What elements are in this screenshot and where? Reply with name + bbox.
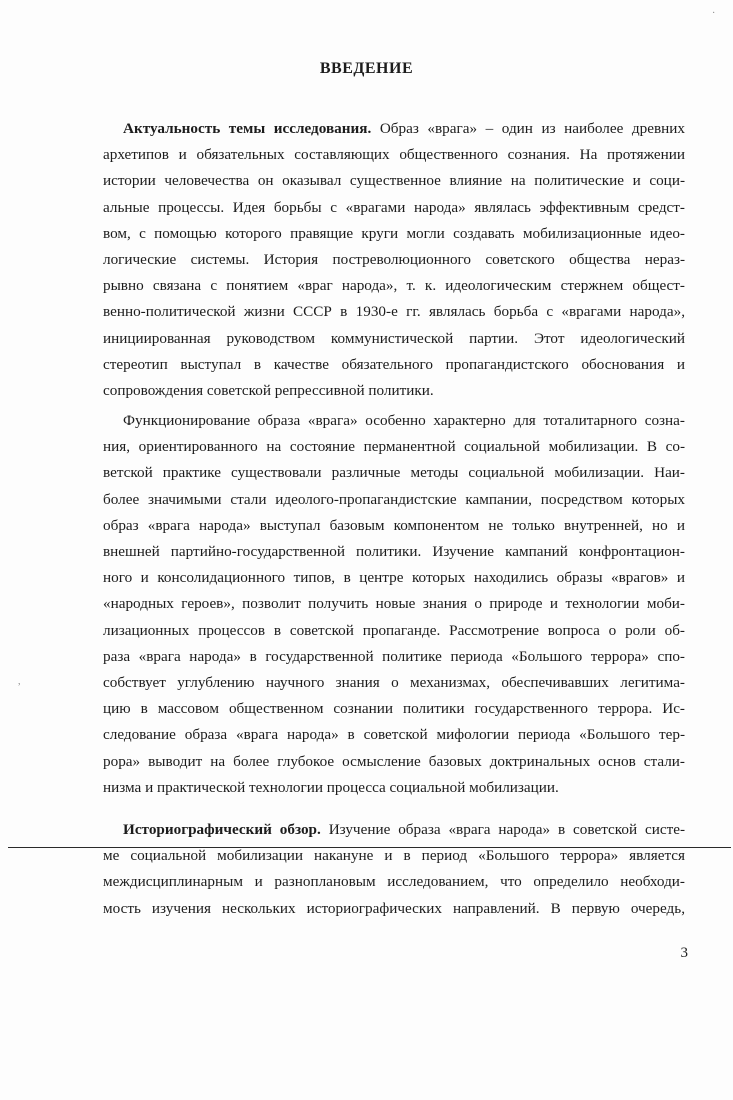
text-line: междисциплинарным и разноплановым исследованием, что определило необходи- [103, 873, 685, 891]
text-line: собствует углублению научного знания о механизмах, обеспечивавших легитима- [103, 674, 685, 692]
text-line: Функционирование образа «врага» особенно характерно для тоталитарного созна- [123, 412, 685, 429]
text-line: логические системы. История постреволюционного советского общества нераз- [103, 251, 685, 269]
text-line: раза «врага народа» в государственной политике периода «Большого террора» спо- [103, 647, 685, 665]
text-line: Историографический обзор. Изучение образа «врага народа» в советской систе- [123, 821, 685, 838]
text-line: ного и консолидационного типов, в центре которых находились образы «врагов» и [103, 569, 685, 587]
text-line: следование образа «врага народа» в советской мифологии периода «Большого тер- [103, 726, 685, 744]
text-line: Актуальность темы исследования. Образ «врага» – один из наиболее древних [123, 120, 685, 137]
text-line: венно-политической жизни СССР в 1930-е гг. являлась борьба с «врагами народа», [103, 303, 685, 321]
text-line: архетипов и обязательных составляющих общественного сознания. На протяжении [103, 146, 685, 164]
text-line: рора» выводит на более глубокое осмысление базовых доктринальных основ стали- [103, 752, 685, 770]
text-line: ветской практике существовали различные методы социальной мобилизации. Наи- [103, 464, 685, 482]
text-line: внешней партийно-государственной политики. Изучение кампаний конфронтацион- [103, 543, 685, 561]
scan-speck: , [18, 676, 21, 687]
paragraph-historiography [103, 817, 685, 922]
text-line: вом, с помощью которого правящие круги могли создавать мобилизационные идео- [103, 224, 685, 242]
text-line: ния, ориентированного на состояние перманентной социальной мобилизации. В со- [103, 438, 685, 456]
text-line: низма и практической технологии процесса социальной мобилизации. [103, 778, 559, 796]
text-line: рывно связана с понятием «враг народа», т. к. идеологическим стержнем общест- [103, 277, 685, 295]
text-line: «народных героев», позволит получить новые знания о природе и технологии моби- [103, 595, 685, 613]
text-line: мость изучения нескольких историографических направлений. В первую очередь, [103, 899, 685, 917]
text-line: сопровождения советской репрессивной политики. [103, 382, 434, 400]
text-line: более значимыми стали идеолого-пропагандистские кампании, посредством которых [103, 490, 685, 508]
text-line: лизационных процессов в советской пропаганде. Рассмотрение вопроса о роли об- [103, 621, 685, 639]
paragraph-mobilization [103, 408, 685, 801]
text-line: инициированная руководством коммунистической партии. Этот идеологический [103, 329, 685, 347]
section-heading: ВВЕДЕНИЕ [319, 60, 414, 77]
text-line: стереотип выступал в качестве обязательного пропагандистского обоснования и [103, 355, 685, 373]
page-number: 3 [680, 945, 688, 961]
scan-speck: · [712, 8, 716, 19]
text-line: истории человечества он оказывал существенное влияние на политические и соци- [103, 172, 685, 190]
paragraph-lead: Актуальность темы исследования. [123, 120, 372, 137]
text-line: ме социальной мобилизации накануне и в период «Большого террора» является [103, 847, 685, 865]
text-line: альные процессы. Идея борьбы с «врагами народа» являлась эффективным средст- [103, 198, 685, 216]
paragraph-lead: Историографический обзор. [123, 821, 321, 838]
text-line: образ «врага народа» выступал базовым компонентом не только внутренней, но и [103, 516, 685, 534]
paragraph-relevance [103, 116, 685, 404]
text-line: цию в массовом общественном сознании политики государственного террора. Ис- [103, 700, 685, 718]
